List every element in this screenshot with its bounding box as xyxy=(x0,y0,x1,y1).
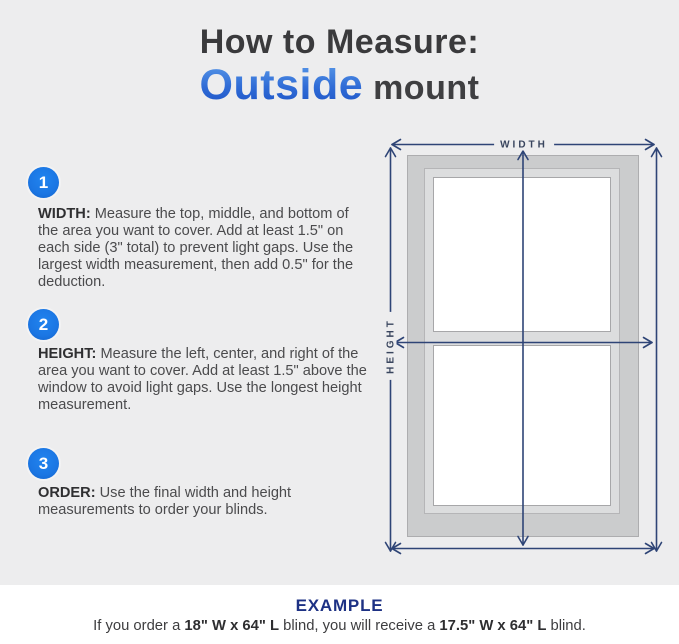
example-ordered-size: 18" W x 64" L xyxy=(184,618,280,634)
step-1-body: Measure the top, middle, and bottom of the area you want to cover. Add at least 1.5" on each side (3" total) to prevent light gaps. Use the largest width measurement, then add 0.5" for the deduction. xyxy=(38,206,354,290)
window-pane-lower xyxy=(433,345,611,506)
step-1-label: WIDTH: xyxy=(38,206,91,222)
width-dimension-label: WIDTH xyxy=(494,140,554,151)
step-3-number: 3 xyxy=(38,453,49,473)
step-1-number: 1 xyxy=(38,172,49,192)
example-heading: EXAMPLE xyxy=(295,596,384,615)
step-2-label: HEIGHT: xyxy=(38,346,97,362)
example-footer xyxy=(0,585,679,644)
step-2-body: Measure the left, center, and right of the area you want to cover. Add at least 1.5" above the window to avoid light gaps. Use the longest height measurement. xyxy=(38,346,367,413)
step-3-label: ORDER: xyxy=(38,485,96,501)
step-1-text xyxy=(38,206,372,291)
step-2-text xyxy=(38,346,372,414)
step-2-number: 2 xyxy=(38,314,49,334)
step-3-badge xyxy=(28,448,59,479)
title-suffix: mount xyxy=(363,69,480,108)
title-line1: How to Measure: xyxy=(199,23,480,61)
window-pane-upper xyxy=(433,177,611,332)
step-2-badge xyxy=(28,309,59,340)
example-received-size: 17.5" W x 64" L xyxy=(439,618,547,634)
window-frame xyxy=(407,155,639,537)
window-inner-frame xyxy=(424,168,620,514)
step-3-text xyxy=(38,485,372,519)
title-highlight: Outside xyxy=(199,61,364,110)
step-3-body: Use the final width and height measurements to order your blinds. xyxy=(38,485,292,518)
example-sentence: If you order a 18" W x 64" L blind, you will receive a 17.5" W x 64" L blind. xyxy=(93,618,586,634)
height-dimension-label: HEIGHT xyxy=(386,312,397,380)
title-line2 xyxy=(0,63,679,108)
page-title xyxy=(0,25,679,108)
step-1-badge xyxy=(28,167,59,198)
